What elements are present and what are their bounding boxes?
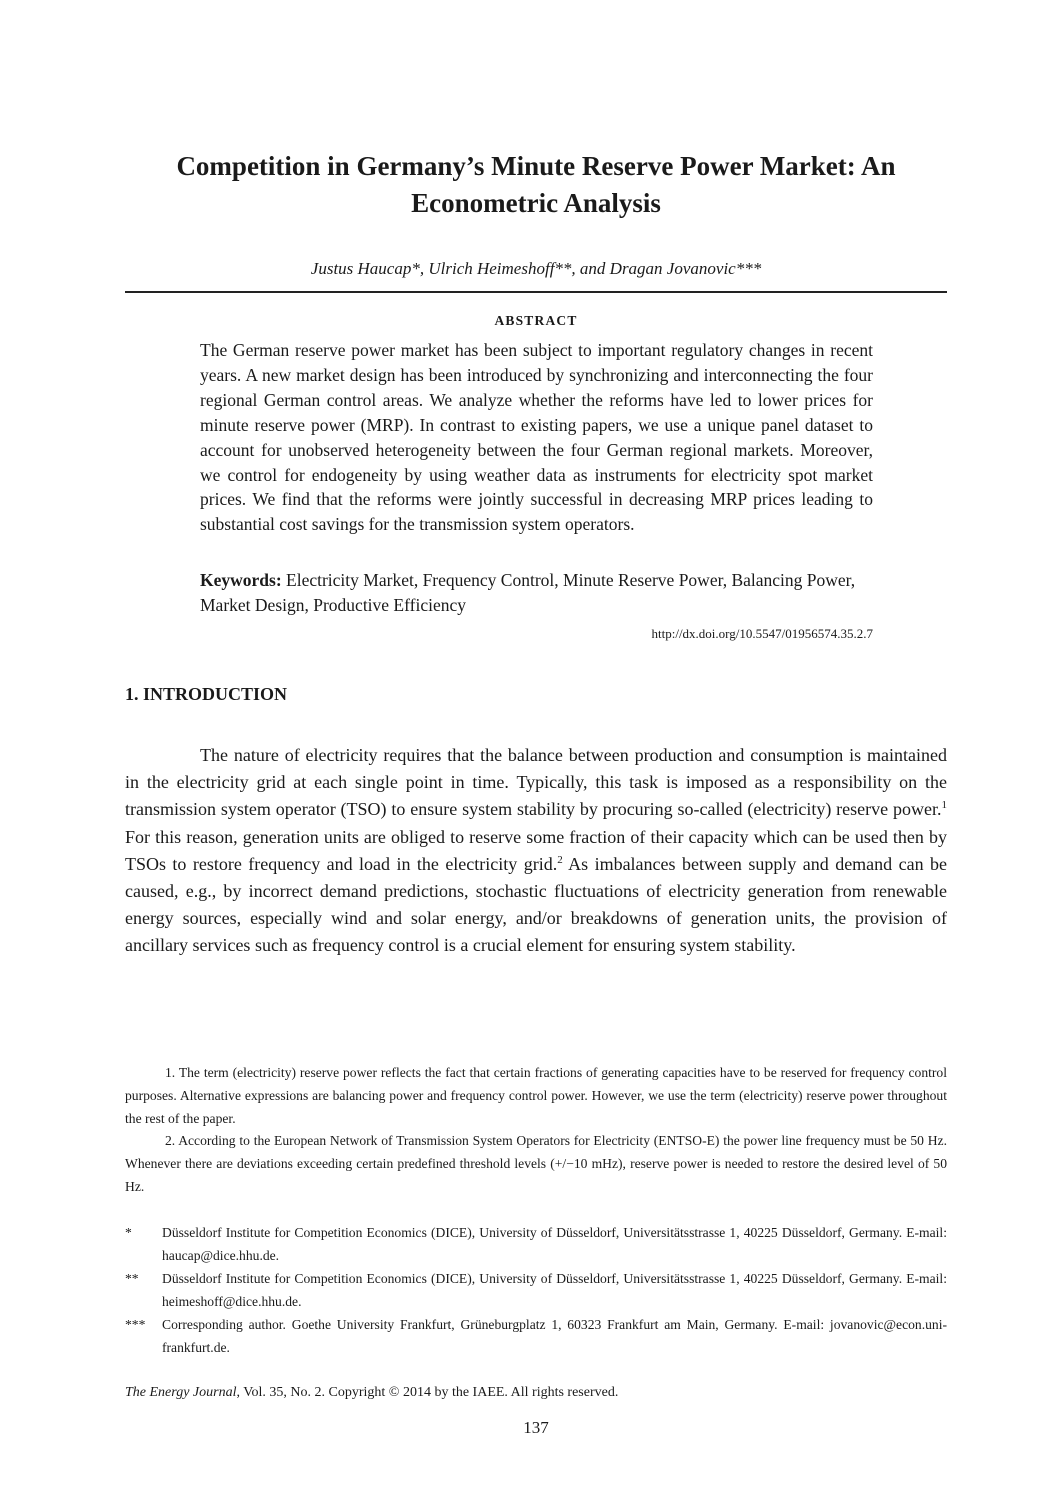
affiliation-text-2: Düsseldorf Institute for Competition Economics (DICE), University of Düsseldorf, Universitätsstrasse 1, 40225 Düsseldorf, Germany. E-mail: heimeshoff@dice.hhu.de. bbox=[162, 1271, 947, 1309]
journal-details: , Vol. 35, No. 2. Copyright © 2014 by the IAEE. All rights reserved. bbox=[236, 1385, 619, 1400]
affiliation-mark-2: ** bbox=[125, 1271, 139, 1286]
intro-text-3: As imbalances between supply and demand can be caused, e.g., by incorrect demand predictions, stochastic fluctuations of electricity generation from renewable energy sources, especially wind and solar energy, and/or breakdowns of generation units, the provision of ancillary services such as frequency control is a crucial element for ensuring system stability. bbox=[125, 853, 947, 956]
affiliation-mark-3: *** bbox=[125, 1317, 146, 1332]
affiliation-text-3: Corresponding author. Goethe University Frankfurt, Grüneburgplatz 1, 60323 Frankfurt am Main, Germany. E-mail: jovanovic@econ.uni-frankfurt.de. bbox=[162, 1317, 947, 1355]
title-divider bbox=[125, 291, 947, 293]
section-heading-introduction: 1. INTRODUCTION bbox=[125, 684, 288, 704]
journal-citation bbox=[125, 1382, 947, 1404]
affiliation-1 bbox=[125, 1221, 947, 1267]
paper-title bbox=[125, 148, 947, 222]
affiliation-2 bbox=[125, 1267, 947, 1313]
affiliation-mark-1: * bbox=[125, 1225, 132, 1240]
footnote-ref-1[interactable]: 1 bbox=[941, 799, 947, 812]
intro-text-1: The nature of electricity requires that the balance between production and consumption is maintained in the electricity grid at each single point in time. Typically, this task is imposed as a responsibility on the transmission system operator (TSO) to ensure system stability by procuring so-called (electricity) reserve power. bbox=[125, 745, 947, 820]
affiliation-text-1: Düsseldorf Institute for Competition Economics (DICE), University of Düsseldorf, Universitätsstrasse 1, 40225 Düsseldorf, Germany. E-mail: haucap@dice.hhu.de. bbox=[162, 1225, 947, 1263]
title-line-2: Econometric Analysis bbox=[411, 188, 661, 218]
author-list: Justus Haucap*, Ulrich Heimeshoff**, and Dragan Jovanovic*** bbox=[310, 259, 762, 278]
footnote-2: 2. According to the European Network of Transmission System Operators for Electricity (ENTSO-E) the power line frequency must be 50 Hz. Whenever there are deviations exceeding certain predefined threshold levels (+/−10 mHz), reserve power is needed to restore the desired level of 50 Hz. bbox=[125, 1133, 947, 1194]
introduction-paragraph bbox=[125, 742, 947, 960]
keywords-label: Keywords: bbox=[200, 570, 282, 590]
intro-text-2: For this reason, generation units are obliged to reserve some fraction of their capacity which can be used then by TSOs to restore frequency and load in the electricity grid. bbox=[125, 826, 947, 874]
journal-name: The Energy Journal bbox=[125, 1385, 237, 1400]
abstract-heading: ABSTRACT bbox=[494, 313, 578, 328]
doi-link[interactable]: http://dx.doi.org/10.5547/01956574.35.2.7 bbox=[651, 626, 873, 641]
keywords-list: Electricity Market, Frequency Control, Minute Reserve Power, Balancing Power, Market Design, Productive Efficiency bbox=[200, 570, 856, 615]
keywords bbox=[200, 568, 873, 618]
footnote-1: 1. The term (electricity) reserve power reflects the fact that certain fractions of generating capacities have to be reserved for frequency control purposes. Alternative expressions are balancing power and frequency control power. However, we use the term (electricity) reserve power throughout the rest of the paper. bbox=[125, 1065, 947, 1126]
page-number: 137 bbox=[523, 1418, 549, 1437]
affiliation-3 bbox=[125, 1313, 947, 1359]
title-line-1: Competition in Germany’s Minute Reserve Power Market: An bbox=[176, 151, 896, 181]
abstract-text: The German reserve power market has been subject to important regulatory changes in recent years. A new market design has been introduced by synchronizing and interconnecting the four regional German control areas. We analyze whether the reforms have led to lower prices for minute reserve power (MRP). In contrast to existing papers, we use a unique panel dataset to account for unobserved heterogeneity between the four German regional markets. Moreover, we control for endogeneity by using weather data as instruments for electricity spot market prices. We find that the reforms were jointly successful in decreasing MRP prices leading to substantial cost savings for the transmission system operators. bbox=[200, 340, 873, 535]
footnote-ref-2[interactable]: 2 bbox=[557, 853, 563, 866]
